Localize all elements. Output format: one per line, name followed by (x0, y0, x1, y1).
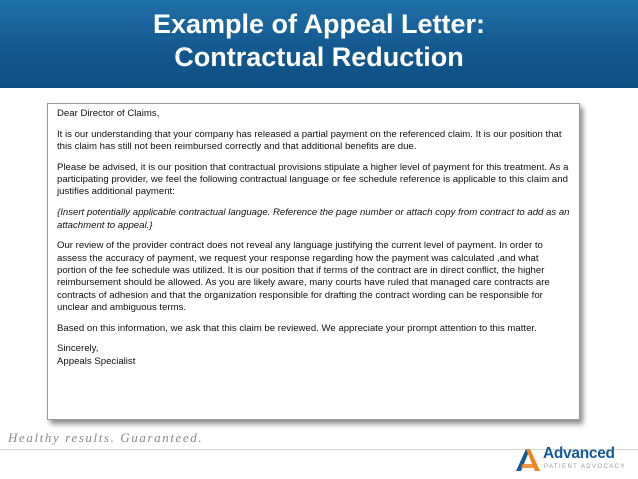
logo-subtitle: PATIENT ADVOCACY (544, 464, 626, 470)
letter-insert-placeholder: {Insert potentially applicable contractual language. Reference the page number or attach copy from contract to add as an attachment to appeal.} (57, 207, 570, 231)
appeal-letter-box (47, 103, 580, 420)
slide-title-line-1: Example of Appeal Letter: (152, 9, 486, 39)
letter-paragraph-4: Our review of the provider contract does not reveal any language justifying the current level of payment. In order to assess the accuracy of payment, we request your response regarding how the payment was calculated ,and what portion of the fee schedule was utilized. It is our position that if terms of the contract are in direct conflict, the higher reimbursement should be allowed. As you are likely aware, many courts have ruled that managed care contracts are contracts of adhesion and that the organization responsible for drafting the contract wording can be responsible for unclear and ambiguous terms. (57, 240, 550, 313)
letter-signature: Appeals Specialist (57, 355, 136, 367)
letter-paragraph-5: Based on this information, we ask that this claim be reviewed. We appreciate your prompt attention to this matter. (57, 322, 537, 334)
advanced-logo-icon (513, 444, 543, 474)
letter-paragraph-1: It is our understanding that your company has released a partial payment on the referenced claim. It is our position that this claim has still not been reimbursed correctly and that additional benefits are due. (57, 128, 562, 153)
letter-paragraph-2: Please be advised, it is our position that contractual provisions stipulate a higher level of payment for this treatment. As a participating provider, we feel the following contractual language or fee schedule reference is applicable to this claim and justifies additional payment: (57, 161, 569, 198)
letter-closing: Sincerely, (57, 343, 99, 355)
title-banner (0, 0, 638, 88)
advanced-logo (513, 444, 633, 476)
logo-wordmark: Advanced (543, 445, 615, 462)
letter-salutation: Dear Director of Claims, (57, 108, 160, 119)
footer-tagline: Healthy results. Guaranteed. (8, 430, 204, 445)
slide-title-line-2: Contractual Reduction (174, 42, 464, 72)
slide-title (0, 8, 638, 74)
